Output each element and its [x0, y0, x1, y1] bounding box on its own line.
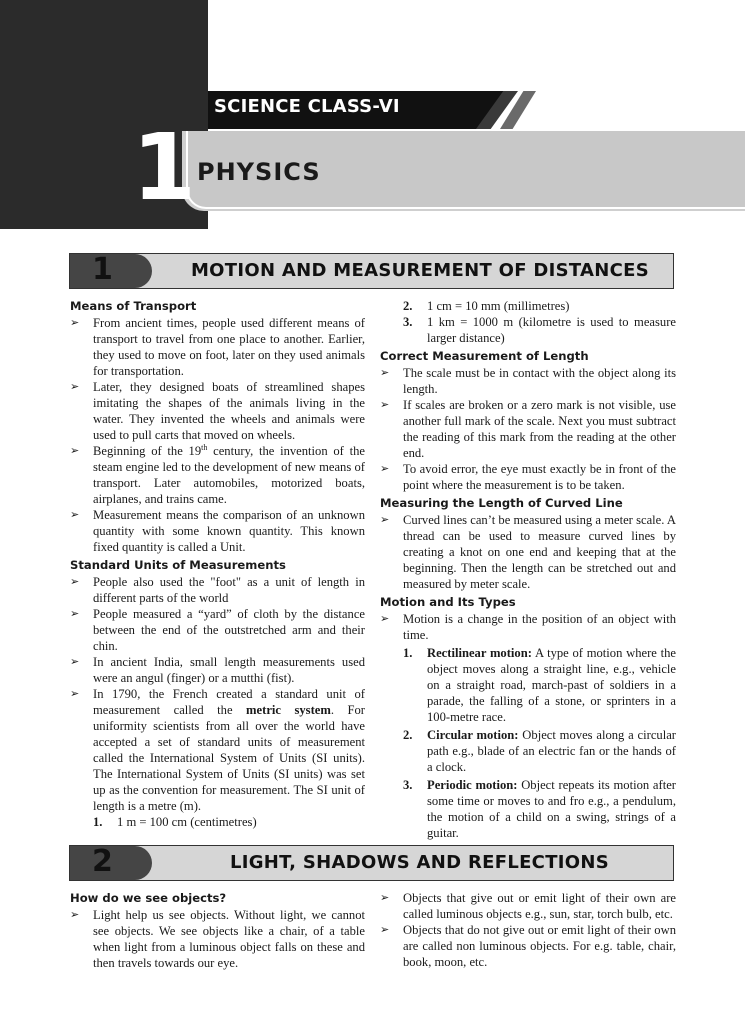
- item-text: 1 km = 1000 m (kilometre is used to measure larger distance): [427, 315, 676, 345]
- bold-term: metric system: [246, 703, 331, 717]
- item-number: 2.: [403, 299, 413, 313]
- section-number: 2: [92, 844, 113, 879]
- subheading: How do we see objects?: [70, 891, 227, 905]
- numbered-item: [380, 314, 676, 346]
- bullet-item: ➢ To avoid error, the eye must exactly be in front of the point where the measurement is to be taken.: [380, 461, 676, 493]
- item-label: Rectilinear motion:: [427, 646, 532, 660]
- numbered-item: [380, 777, 676, 841]
- bullet-item: ➢ The scale must be in contact with the object along its length.: [380, 365, 676, 397]
- bullet-text: Beginning of the 19: [93, 444, 202, 458]
- bullet-item: ➢ People also used the "foot" as a unit of length in different parts of the world: [70, 574, 365, 606]
- item-text: Object repeats its motion after some time or moves to and fro e.g., a pendulum, the motion of a child on a swing, strings of a guitar.: [427, 778, 676, 840]
- bullet-item: ➢ Objects that do not give out or emit light of their own are called non luminous objects. For e.g. table, chair, book, moon, etc.: [380, 922, 676, 970]
- bullet-item: ➢ Objects that give out or emit light of their own are called luminous objects e.g., sun, star, torch bulb, etc.: [380, 890, 676, 922]
- section-title: MOTION AND MEASUREMENT OF DISTANCES: [190, 260, 649, 281]
- bullet-item: ➢ Light help us see objects. Without light, we cannot see objects. We see objects like a chair, of a table when light from a luminous object falls on these and then travels towards our eye.: [70, 907, 365, 971]
- section-1-right-column: [380, 298, 676, 841]
- superscript: th: [201, 442, 208, 452]
- bullet-text: In 1790, the French created a standard unit of measurement called the: [93, 687, 365, 717]
- bullet-item: ➢ People measured a “yard” of cloth by the distance between the end of the outstretched arm and their chin.: [70, 606, 365, 654]
- banner-title: SCIENCE CLASS-VI: [214, 96, 400, 117]
- subheading: Measuring the Length of Curved Line: [380, 496, 623, 510]
- bullet-text: . For uniformity scientists from all over the world have accepted a set of standard units of measurement called the International System of Units (SI units). The International System of Units (SI units) was set up as the convention for measurement. The SI unit of length is a metre (m).: [93, 703, 365, 813]
- item-text: 1 m = 100 cm (centimetres): [117, 815, 257, 829]
- chapter-title: PHYSICS: [197, 158, 321, 186]
- item-text: 1 cm = 10 mm (millimetres): [427, 299, 570, 313]
- section-2-right-column: [380, 890, 676, 970]
- item-number: 1.: [93, 815, 103, 829]
- bullet-item: ➢ Motion is a change in the position of an object with time.: [380, 611, 676, 643]
- numbered-item: [380, 298, 676, 314]
- section-header-2: [69, 845, 674, 881]
- section-title: LIGHT, SHADOWS AND REFLECTIONS: [229, 852, 609, 873]
- numbered-item: [380, 727, 676, 775]
- bullet-text: century, the invention of the steam engine led to the development of new means of transport. Later automobiles, motorized boats, airplanes, and trains came.: [93, 444, 365, 506]
- item-number: 1.: [403, 646, 413, 660]
- section-1-left-column: [70, 298, 365, 830]
- bullet-item: ➢ Measurement means the comparison of an unknown quantity with some known quantity. This known fixed quantity is called a Unit.: [70, 507, 365, 555]
- subheading: Means of Transport: [70, 299, 197, 313]
- subheading: Motion and Its Types: [380, 595, 516, 609]
- item-label: Periodic motion:: [427, 778, 518, 792]
- bullet-item: ➢ If scales are broken or a zero mark is not visible, use another full mark of the scale. Next you must subtract the reading of this mark from the reading at the other end.: [380, 397, 676, 461]
- numbered-item: [380, 645, 676, 725]
- subheading: Standard Units of Measurements: [70, 558, 286, 572]
- bullet-item: ➢ From ancient times, people used different means of transport to travel from one place to another. Earlier, they used to move on foot, later on they used animals for transportation.: [70, 315, 365, 379]
- subheading: Correct Measurement of Length: [380, 349, 589, 363]
- bullet-item: [70, 443, 365, 507]
- item-number: 3.: [403, 778, 413, 792]
- item-number: 3.: [403, 315, 413, 329]
- bullet-item: ➢ Later, they designed boats of streamlined shapes imitating the shapes of the animals living in the water. They invented the wheels and animals were used to pull carts that moved on wheels.: [70, 379, 365, 443]
- section-number: 1: [92, 252, 113, 287]
- numbered-item: [70, 814, 365, 830]
- section-header-1: [69, 253, 674, 289]
- chapter-number: 1: [132, 114, 197, 221]
- item-text: Object moves along a circular path e.g., blade of an electric fan or the hands of a clock.: [427, 728, 676, 774]
- bullet-item: ➢ Curved lines can’t be measured using a meter scale. A thread can be used to measure curved lines by creating a knot on one end and keeping that at the beginning. Then the length can be stretched out and measured by meter scale.: [380, 512, 676, 592]
- bullet-item: ➢ In ancient India, small length measurements used were an angul (finger) or a mutthi (fist).: [70, 654, 365, 686]
- bullet-item: [70, 686, 365, 814]
- item-number: 2.: [403, 728, 413, 742]
- item-label: Circular motion:: [427, 728, 519, 742]
- section-2-left-column: [70, 890, 365, 971]
- item-text: A type of motion where the object moves along a straight line, e.g., vehicle on a straight road, march-past of soldiers in a parade, the falling of a stone, or sprinters in a 100-metre race.: [427, 646, 676, 724]
